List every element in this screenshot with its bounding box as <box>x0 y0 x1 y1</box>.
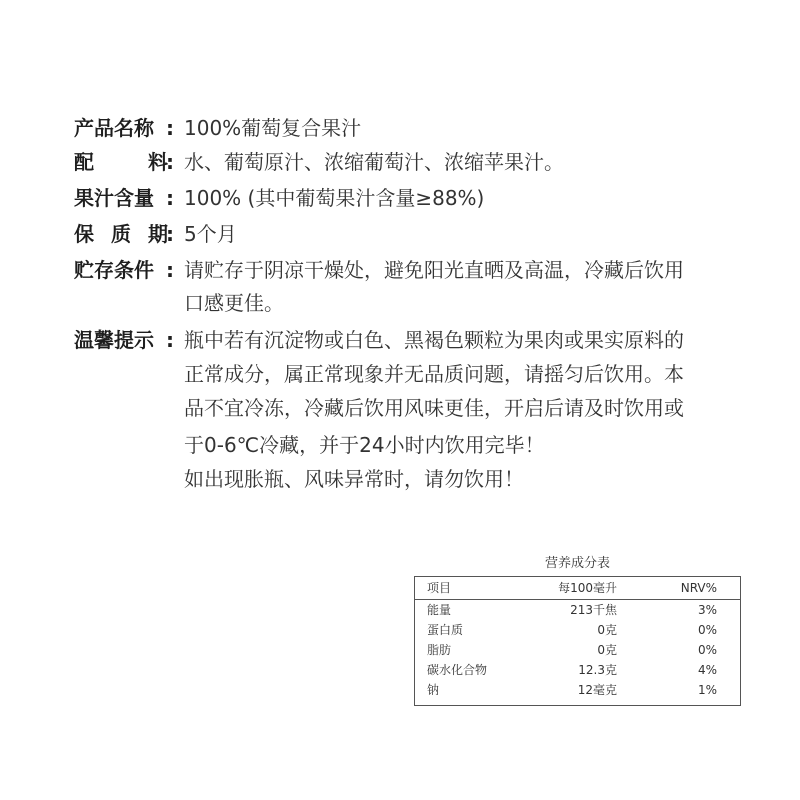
colon: : <box>166 116 174 140</box>
ingredients-key-char: 料 <box>148 150 168 174</box>
header-nrv: NRV% <box>680 581 717 595</box>
nutrient-amount: 12.3克 <box>578 663 617 677</box>
table-row <box>415 601 740 620</box>
nutrient-nrv: 1% <box>697 683 717 697</box>
juice-content-key: 果汁含量 <box>74 186 154 210</box>
ingredients-value: 水、葡萄原汁、浓缩葡萄汁、浓缩苹果汁。 <box>184 150 564 174</box>
notice-line: 瓶中若有沉淀物或白色、黑褐色颗粒为果肉或果实原料的 <box>184 328 684 352</box>
nutrient-amount: 12毫克 <box>577 683 617 697</box>
table-row <box>415 661 740 680</box>
shelf-life-key-char: 质 <box>111 222 131 246</box>
colon: : <box>166 186 174 210</box>
juice-content-value: 100% (其中葡萄果汁含量≥88%) <box>184 186 485 210</box>
storage-value-line: 口感更佳。 <box>184 291 284 315</box>
shelf-life-key <box>74 218 168 251</box>
nutrient-name: 脂肪 <box>427 643 452 657</box>
nutrient-name: 能量 <box>427 603 452 617</box>
colon: : <box>166 222 174 246</box>
header-item: 项目 <box>427 581 452 595</box>
nutrient-amount: 0克 <box>597 643 617 657</box>
nutrition-table-title: 营养成分表 <box>544 556 610 571</box>
storage-key: 贮存条件 <box>74 258 154 282</box>
nutrition-table-header <box>415 579 740 600</box>
notice-line: 如出现胀瓶、风味异常时，请勿饮用！ <box>184 467 524 491</box>
nutrient-nrv: 0% <box>697 623 717 637</box>
ingredients-key-char: 配 <box>74 150 94 174</box>
storage-value-line: 请贮存于阴凉干燥处，避免阳光直晒及高温，冷藏后饮用 <box>184 258 684 282</box>
notice-line: 正常成分，属正常现象并无品质问题，请摇匀后饮用。本 <box>184 362 684 386</box>
nutrient-nrv: 3% <box>697 603 717 617</box>
shelf-life-value: 5个月 <box>184 222 237 246</box>
nutrient-name: 蛋白质 <box>427 623 464 637</box>
product-name-value: 100%葡萄复合果汁 <box>184 116 362 140</box>
table-row <box>415 621 740 640</box>
nutrient-nrv: 4% <box>697 663 717 677</box>
notice-line: 于0-6℃冷藏，并于24小时内饮用完毕！ <box>184 433 545 457</box>
nutrient-nrv: 0% <box>697 643 717 657</box>
nutrient-amount: 0克 <box>597 623 617 637</box>
notice-line: 品不宜冷冻，冷藏后饮用风味更佳，开启后请及时饮用或 <box>184 396 684 420</box>
nutrient-name: 碳水化合物 <box>427 663 488 677</box>
product-name-key: 产品名称 <box>74 116 154 140</box>
shelf-life-key-char: 保 <box>74 222 94 246</box>
shelf-life-key-char: 期 <box>148 222 168 246</box>
table-row <box>415 681 740 700</box>
table-row <box>415 641 740 660</box>
header-per-100ml: 每100毫升 <box>558 581 617 595</box>
colon: : <box>166 150 174 174</box>
colon: : <box>166 328 174 352</box>
ingredients-key <box>74 146 168 179</box>
nutrient-amount: 213千焦 <box>570 603 617 617</box>
colon: : <box>166 258 174 282</box>
nutrition-table <box>414 576 741 706</box>
notice-key: 温馨提示 <box>74 328 154 352</box>
nutrient-name: 钠 <box>427 683 440 697</box>
